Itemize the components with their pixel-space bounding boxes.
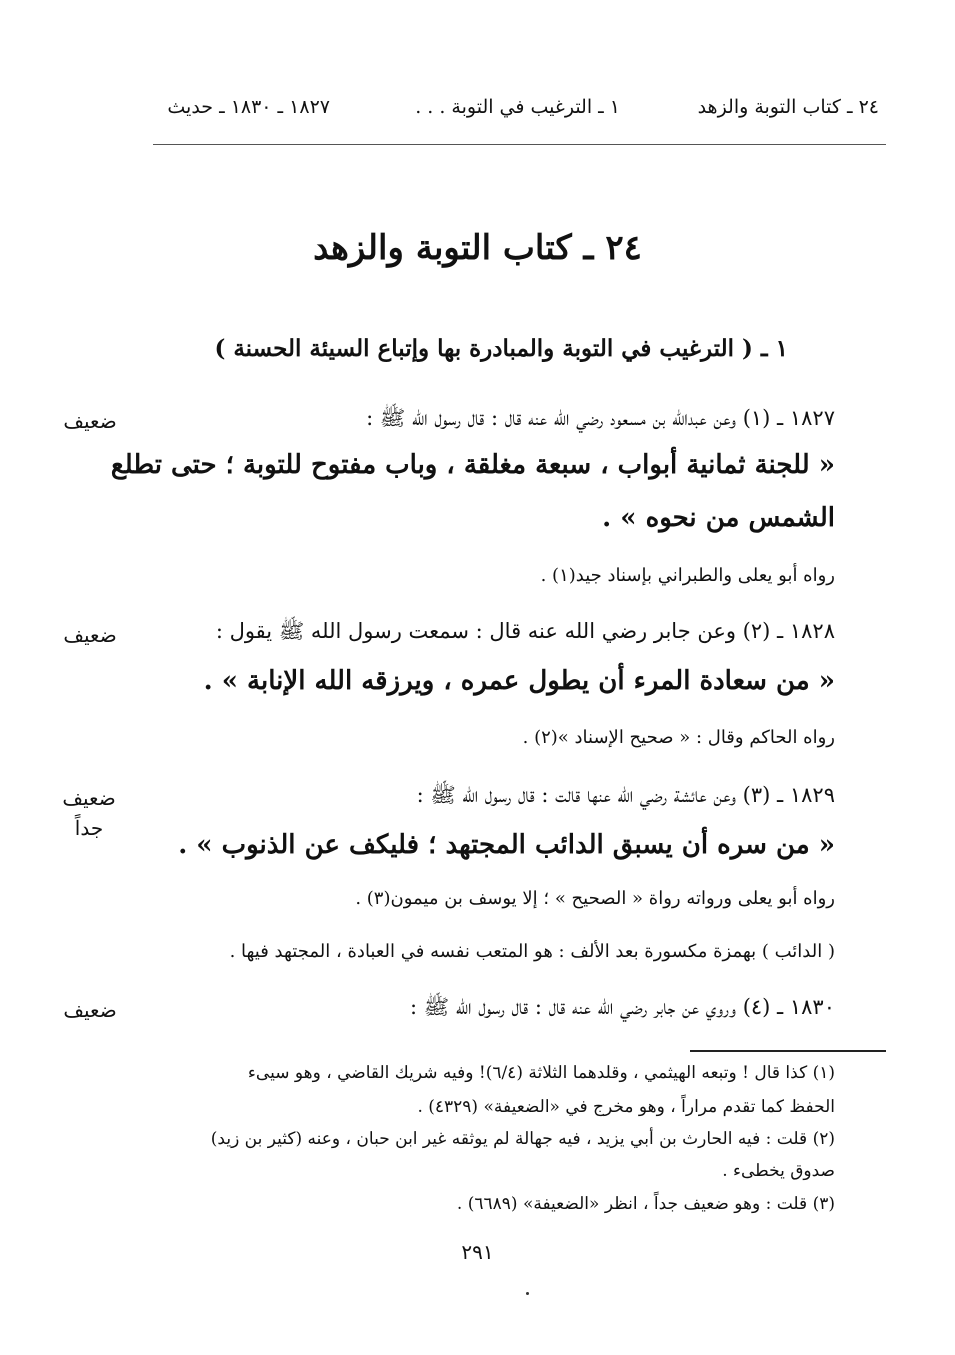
hadith-1829-text-line: « من سره أن يسبق الدائب المجتهد ؛ فليكف عن الذنوب » . bbox=[178, 830, 835, 860]
header-rule bbox=[153, 144, 886, 145]
hadith-1827-text-line: « للجنة ثمانية أبواب ، سبعة مغلقة ، وباب مفتوح للتوبة ؛ حتى تطلع bbox=[110, 450, 835, 480]
hadith-1830-grade: ضعيف bbox=[63, 998, 117, 1022]
hadith-1829-grade: ضعيف جداً bbox=[62, 786, 116, 840]
hadith-1827-grade: ضعيف bbox=[63, 409, 117, 433]
footnote-line: (١) كذا قال ! وتبعه الهيثمي ، وقلدهما الثلاثة (٦/٤)! وفيه شريك القاضي ، وهو سيىء bbox=[247, 1063, 835, 1083]
running-header-right: ٢٤ ـ كتاب التوبة والزهد bbox=[697, 96, 879, 118]
print-mark bbox=[526, 1292, 529, 1295]
footnote-line: (٢) قلت : فيه الحارث بن أبي يزيد ، فيه جهالة لم يوثقه غير ابن حبان ، وعنه (كثير بن زيد) bbox=[210, 1129, 835, 1149]
page-number: ٢٩١ bbox=[461, 1240, 494, 1264]
running-header-center: ١ ـ الترغيب في التوبة . . . bbox=[415, 96, 620, 118]
footnote-rule bbox=[690, 1050, 886, 1052]
hadith-1829-source: رواه أبو يعلى ورواته رواة « الصحيح » ؛ إلا يوسف بن ميمون(٣) . bbox=[355, 888, 835, 909]
hadith-1827-source: رواه أبو يعلى والطبراني بإسناد جيد(١) . bbox=[540, 565, 835, 586]
hadith-1827-heading: ١٨٢٧ ـ (١) وعن عبدالله بن مسعود رضي الله عنه قال : قال رسول الله ﷺ : bbox=[366, 406, 835, 430]
book-title: ٢٤ ـ كتاب التوبة والزهد bbox=[313, 228, 642, 268]
hadith-1828-grade: ضعيف bbox=[63, 623, 117, 647]
footnote-line: صدوق يخطىء . bbox=[722, 1161, 835, 1181]
footnote-line: الحفظ كما تقدم مراراً ، وهو مخرج في «الضعيفة» (٤٣٢٩) . bbox=[417, 1097, 835, 1117]
hadith-1828-heading: ١٨٢٨ ـ (٢) وعن جابر رضي الله عنه قال : سمعت رسول الله ﷺ يقول : bbox=[215, 619, 835, 643]
hadith-1829-heading: ١٨٢٩ ـ (٣) وعن عائشة رضي الله عنها قالت : قال رسول الله ﷺ : bbox=[416, 783, 835, 807]
running-header-left: ١٨٢٧ ـ ١٨٣٠ ـ حديث bbox=[167, 96, 330, 118]
hadith-1828-text-line: « من سعادة المرء أن يطول عمره ، ويرزقه الله الإنابة » . bbox=[203, 666, 835, 696]
hadith-1827-text-line: الشمس من نحوه » . bbox=[602, 503, 835, 533]
hadith-1829-note: ( الدائب ) بهمزة مكسورة بعد الألف : هو المتعب نفسه في العبادة ، المجتهد فيها . bbox=[229, 941, 835, 962]
hadith-1830-heading: ١٨٣٠ ـ (٤) وروي عن جابر رضي الله عنه قال : قال رسول الله ﷺ : bbox=[410, 995, 835, 1019]
footnote-line: (٣) قلت : وهو ضعيف جداً ، انظر «الضعيفة» (٦٦٨٩) . bbox=[456, 1194, 835, 1214]
chapter-title: ١ ـ ( الترغيب في التوبة والمبادرة بها وإتباع السيئة الحسنة ) bbox=[214, 335, 788, 362]
hadith-1828-source: رواه الحاكم وقال : « صحيح الإسناد »(٢) . bbox=[522, 727, 835, 748]
